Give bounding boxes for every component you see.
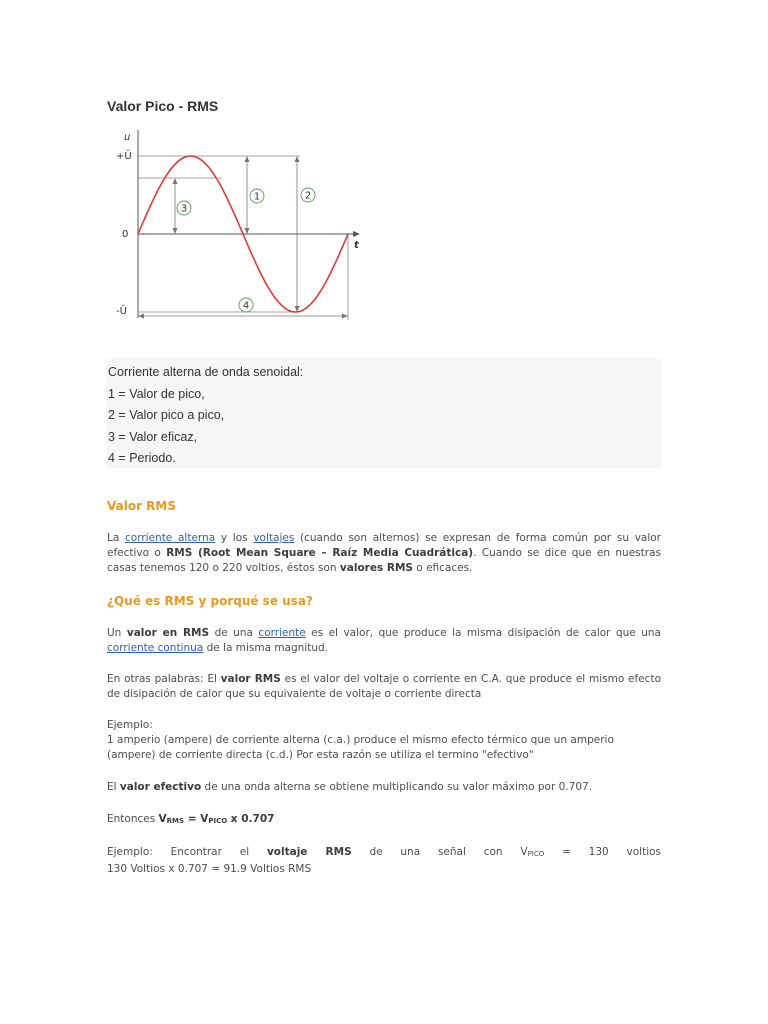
axis-label-u: u: [124, 132, 131, 143]
caption-item: 3 = Valor eficaz,: [108, 429, 198, 444]
marker-4: [239, 298, 253, 312]
caption-item: 4 = Periodo.: [108, 451, 176, 465]
section-heading-que-es-rms: ¿Qué es RMS y porqué se usa?: [107, 594, 313, 608]
sine-wave-diagram: [104, 122, 374, 332]
marker-2: [301, 188, 315, 202]
svg-text:2: 2: [304, 190, 312, 202]
label-plus-peak: +Û: [116, 151, 132, 162]
link-corriente-continua[interactable]: corriente continua: [107, 642, 204, 654]
paragraph-formula: Entonces VRMS = VPICO x 0.707: [107, 813, 275, 825]
paragraph-rms-intro: La corriente alterna y los voltajes (cuando son alternos) se expresan de forma común por su valor efectivo o RMS (Root Mean Square – Raíz Media Cuadrática). Cuando se dice que en nuestras casas tenemos 120 o 220 voltios, éstos son valores RMS o eficaces.: [107, 532, 661, 574]
paragraph-valor-efectivo: El valor efectivo de una onda alterna se obtiene multiplicando su valor máximo por 0.707.: [107, 781, 593, 793]
caption-heading: Corriente alterna de onda senoidal:: [108, 365, 304, 379]
link-corriente[interactable]: corriente: [258, 627, 306, 639]
svg-text:1: 1: [253, 191, 261, 203]
marker-1: [250, 189, 264, 203]
paragraph-example-2: Ejemplo: Encontrar el voltaje RMS de una señal con VPICO = 130 voltios 130 Voltios x 0.707 = 91.9 Voltios RMS: [107, 846, 662, 875]
page-title: Valor Pico - RMS: [107, 98, 219, 114]
caption-item: 2 = Valor pico a pico,: [108, 408, 225, 422]
paragraph-rms-definition: Un valor en RMS de una corriente es el valor, que produce la misma disipación de calor que una corriente continua de la misma magnitud.: [107, 627, 661, 654]
section-heading-valor-rms: Valor RMS: [107, 499, 177, 513]
svg-text:3: 3: [180, 203, 188, 215]
label-zero: 0: [122, 229, 129, 240]
marker-3: [177, 201, 191, 215]
link-corriente-alterna[interactable]: corriente alterna: [125, 532, 216, 544]
label-minus-peak: -Û: [116, 306, 127, 317]
axis-label-t: t: [354, 240, 359, 251]
paragraph-example-1: Ejemplo: 1 amperio (ampere) de corriente alterna (c.a.) produce el mismo efecto térmico que un amperio (ampere) de corriente directa (c.d.) Por esta razón se utiliza el termino "efectivo": [107, 719, 614, 761]
caption-item: 1 = Valor de pico,: [108, 386, 205, 401]
link-voltajes[interactable]: voltajes: [253, 532, 295, 544]
x-axis-arrow: [353, 231, 360, 237]
figure-caption: [106, 358, 662, 468]
svg-text:4: 4: [242, 300, 250, 312]
paragraph-other-words: En otras palabras: El valor RMS es el valor del voltaje o corriente en C.A. que produce el mismo efecto de disipación de calor que su equivalente de voltaje o corriente directa: [107, 673, 661, 700]
